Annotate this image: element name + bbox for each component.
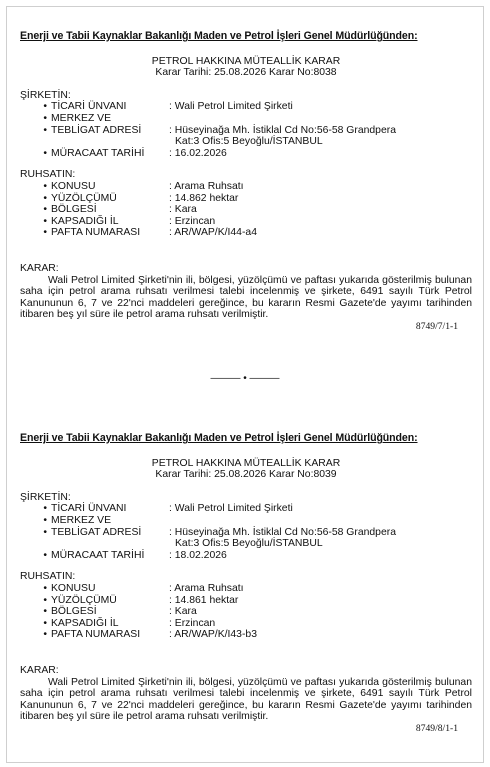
bullet-icon: •	[43, 606, 47, 618]
license-field: • KAPSADIĞI İL : Erzincan	[20, 618, 472, 630]
bullet-icon: •	[43, 582, 47, 594]
notice-header: Enerji ve Tabii Kaynaklar Bakanlığı Maden ve Petrol İşleri Genel Müdürlüğünden:	[20, 30, 418, 42]
license-field: • BÖLGESİ : Kara	[20, 204, 472, 216]
company-field: • MÜRACAAT TARİHİ : 18.02.2026	[20, 550, 472, 562]
bullet-icon: •	[43, 204, 47, 216]
reference-number: 8749/7/1-1	[415, 320, 458, 332]
license-field: • KONUSU : Arama Ruhsatı	[20, 181, 472, 193]
address-line-1: : Hüseyinağa Mh. İstiklal Cd No:56-58 Grandpera	[169, 124, 396, 136]
notice-2	[20, 433, 472, 734]
bullet-icon: •	[43, 101, 47, 113]
license-field: • BÖLGESİ : Kara	[20, 606, 472, 618]
company-field: • MERKEZ VE	[20, 515, 472, 527]
license-field: • KONUSU : Arama Ruhsatı	[20, 583, 472, 595]
company-field: • MÜRACAAT TARİHİ : 16.02.2026	[20, 148, 472, 160]
bullet-icon: •	[43, 147, 47, 159]
decision-heading: KARAR:	[20, 664, 59, 676]
notice-subtitle: Karar Tarihi: 25.08.2026 Karar No:8038	[155, 67, 337, 79]
bullet-icon: •	[43, 629, 47, 641]
bullet-icon: •	[43, 124, 47, 136]
company-field: • MERKEZ VE	[20, 113, 472, 125]
bullet-icon: •	[43, 215, 47, 227]
company-field: • TEBLİGAT ADRESİ : Hüseyinağa Mh. İstiklal Cd No:56-58 Grandpera Kat:3 Ofis:5 Beyoğlu/İSTANBUL	[20, 125, 472, 148]
bullet-icon: •	[43, 594, 47, 606]
license-field: • YÜZÖLÇÜMÜ : 14.861 hektar	[20, 595, 472, 607]
license-heading: RUHSATIN:	[20, 169, 76, 181]
notice-subtitle: Karar Tarihi: 25.08.2026 Karar No:8039	[155, 469, 337, 481]
bullet-icon: •	[43, 526, 47, 538]
bullet-icon: •	[43, 227, 47, 239]
company-field: • TEBLİGAT ADRESİ : Hüseyinağa Mh. İstiklal Cd No:56-58 Grandpera Kat:3 Ofis:5 Beyoğlu/İSTANBUL	[20, 527, 472, 550]
bullet-icon: •	[43, 180, 47, 192]
bullet-icon: •	[43, 617, 47, 629]
separator: ——— • ———	[210, 373, 280, 384]
decision-text: Wali Petrol Limited Şirketi'nin ili, bölgesi, yüzölçümü ve paftası yukarıda gösterilmiş bulunan saha için petrol arama ruhsatı verilmesi talebi incelenmiş ve şirkete, 6491 sayılı Türk Petrol Kanununun 6, 7 ve 22'nci maddeleri gereğince, bu kararın Resmi Gazete'de yayımı tarihinden itibaren beş yıl süre ile petrol arama ruhsatı verilmiştir.	[20, 676, 472, 723]
bullet-icon: •	[43, 112, 47, 124]
license-field: • YÜZÖLÇÜMÜ : 14.862 hektar	[20, 193, 472, 205]
license-field: • PAFTA NUMARASI : AR/WAP/K/I44-a4	[20, 227, 472, 239]
decision-text: Wali Petrol Limited Şirketi'nin ili, bölgesi, yüzölçümü ve paftası yukarıda gösterilmiş bulunan saha için petrol arama ruhsatı verilmesi talebi incelenmiş ve şirkete, 6491 sayılı Türk Petrol Kanununun 6, 7 ve 22'nci maddeleri gereğince, bu kararın Resmi Gazete'de yayımı tarihinden itibaren beş yıl süre ile petrol arama ruhsatı verilmiştir.	[20, 274, 472, 321]
address-line-2: Kat:3 Ofis:5 Beyoğlu/İSTANBUL	[175, 136, 323, 148]
company-field: • TİCARİ ÜNVANI : Wali Petrol Limited Şirketi	[20, 101, 472, 113]
bullet-icon: •	[43, 514, 47, 526]
address-line-1: : Hüseyinağa Mh. İstiklal Cd No:56-58 Grandpera	[169, 526, 396, 538]
license-heading: RUHSATIN:	[20, 571, 76, 583]
company-field: • TİCARİ ÜNVANI : Wali Petrol Limited Şirketi	[20, 503, 472, 515]
license-field: • KAPSADIĞI İL : Erzincan	[20, 216, 472, 228]
company-heading: ŞİRKETİN:	[20, 89, 71, 101]
bullet-icon: •	[43, 503, 47, 515]
bullet-icon: •	[43, 192, 47, 204]
notice-header: Enerji ve Tabii Kaynaklar Bakanlığı Maden ve Petrol İşleri Genel Müdürlüğünden:	[20, 432, 418, 444]
address-line-2: Kat:3 Ofis:5 Beyoğlu/İSTANBUL	[175, 538, 323, 550]
notice-title: PETROL HAKKINA MÜTEALLİK KARAR	[151, 55, 341, 67]
notice-1	[20, 31, 472, 332]
license-field: • PAFTA NUMARASI : AR/WAP/K/I43-b3	[20, 629, 472, 641]
company-heading: ŞİRKETİN:	[20, 491, 71, 503]
reference-number: 8749/8/1-1	[415, 722, 458, 734]
decision-heading: KARAR:	[20, 262, 59, 274]
notice-title: PETROL HAKKINA MÜTEALLİK KARAR	[151, 457, 341, 469]
bullet-icon: •	[43, 549, 47, 561]
